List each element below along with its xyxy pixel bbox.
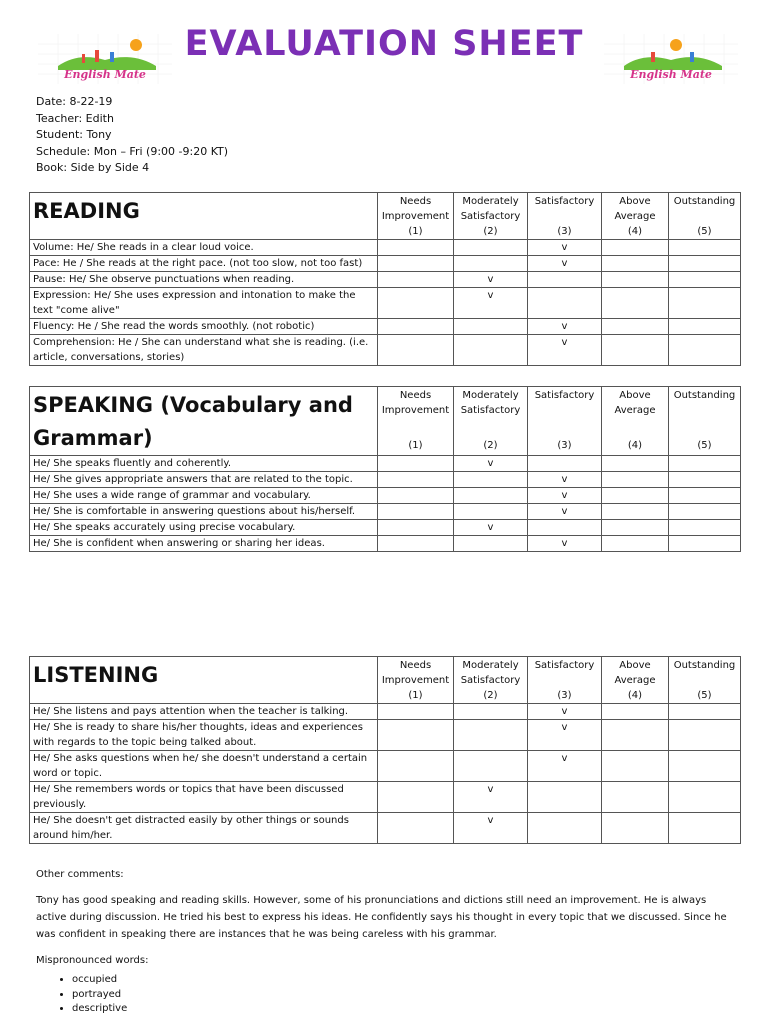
rating-cell — [669, 256, 741, 272]
table-row — [30, 288, 741, 319]
rating-cell — [454, 504, 528, 520]
table-row — [30, 240, 741, 256]
mispronounced-list — [36, 973, 736, 1017]
listening-section-title — [30, 657, 378, 704]
section-title-text: LISTENING — [33, 663, 159, 687]
criterion-text: He/ She remembers words or topics that have been discussed previously. — [30, 782, 378, 813]
column-label: Satisfactory — [534, 390, 595, 401]
rating-column-header — [528, 657, 602, 704]
column-label: Above — [619, 196, 651, 207]
criterion-text: Expression: He/ She uses expression and intonation to make the text "come alive" — [30, 288, 378, 319]
column-label: Needs — [399, 660, 432, 671]
info-student: Student: Tony — [36, 128, 112, 141]
table-row — [30, 272, 741, 288]
comments-body: Tony has good speaking and reading skills. However, some of his pronunciations and dictions still need an improvement. He is always active during discussion. He tried his best to express his ideas. He confidently says his thought in every topic that we discussed. Since he was confident in speaking there are instances that he was being careless with his grammar. — [36, 895, 727, 940]
column-number: (5) — [697, 690, 712, 701]
table-row — [30, 782, 741, 813]
rating-cell — [602, 472, 669, 488]
rating-cell — [602, 520, 669, 536]
table-row — [30, 520, 741, 536]
page-title: EVALUATION SHEET — [184, 24, 584, 64]
rating-column-header — [528, 387, 602, 456]
rating-cell — [378, 704, 454, 720]
rating-cell: v — [528, 319, 602, 335]
rating-cell — [378, 813, 454, 844]
table-row — [30, 488, 741, 504]
rating-column-header — [378, 387, 454, 456]
table-row — [30, 751, 741, 782]
column-label — [528, 403, 601, 418]
mispronounced-label: Mispronounced words: — [36, 955, 149, 966]
rating-cell: v — [528, 504, 602, 520]
rating-cell — [602, 335, 669, 366]
rating-cell — [454, 335, 528, 366]
rating-cell — [378, 488, 454, 504]
rating-cell — [378, 240, 454, 256]
column-number: (4) — [627, 440, 643, 451]
column-label: Moderately — [462, 660, 519, 671]
table-row — [30, 720, 741, 751]
comments-label: Other comments: — [36, 869, 124, 880]
rating-cell: v — [528, 751, 602, 782]
rating-cell — [602, 319, 669, 335]
rating-cell — [669, 240, 741, 256]
column-number: (3) — [557, 440, 572, 451]
column-label: Average — [614, 675, 656, 686]
column-label: Satisfactory — [460, 211, 521, 222]
rating-cell: v — [528, 720, 602, 751]
table-header-row — [30, 193, 741, 240]
column-number: (1) — [408, 226, 423, 237]
criterion-text: He/ She is confident when answering or sharing her ideas. — [30, 536, 378, 552]
list-item: • occupied — [72, 973, 736, 988]
rating-cell — [454, 536, 528, 552]
rating-cell — [378, 504, 454, 520]
rating-cell — [669, 782, 741, 813]
table-row — [30, 813, 741, 844]
rating-cell — [669, 704, 741, 720]
criterion-text: He/ She speaks accurately using precise vocabulary. — [30, 520, 378, 536]
list-item: • descriptive — [72, 1002, 736, 1017]
english-mate-logo-right — [604, 34, 738, 84]
logo-text: English Mate — [630, 68, 712, 81]
column-number: (1) — [408, 690, 423, 701]
rating-column-header — [454, 657, 528, 704]
info-book: Book: Side by Side 4 — [36, 161, 150, 174]
rating-cell — [454, 704, 528, 720]
logo-text: English Mate — [64, 68, 146, 81]
column-number: (4) — [627, 690, 643, 701]
rating-cell — [669, 472, 741, 488]
rating-cell — [669, 504, 741, 520]
rating-cell — [669, 319, 741, 335]
section-title-text: READING — [33, 199, 140, 223]
rating-cell — [378, 751, 454, 782]
rating-cell — [454, 720, 528, 751]
column-number: (5) — [697, 226, 712, 237]
rating-cell — [602, 288, 669, 319]
rating-cell — [669, 720, 741, 751]
criterion-text: He/ She gives appropriate answers that are related to the topic. — [30, 472, 378, 488]
rating-cell — [378, 335, 454, 366]
rating-cell — [602, 782, 669, 813]
rating-cell — [528, 272, 602, 288]
column-number: (4) — [627, 226, 643, 237]
rating-cell — [378, 319, 454, 335]
list-item: • portrayed — [72, 988, 736, 1003]
rating-cell — [602, 813, 669, 844]
column-label: Satisfactory — [460, 675, 521, 686]
rating-cell — [602, 536, 669, 552]
table-header-row — [30, 657, 741, 704]
rating-cell — [454, 240, 528, 256]
column-number: (3) — [557, 690, 572, 701]
criterion-text: He/ She is ready to share his/her thoughts, ideas and experiences with regards to the topic being talked about. — [30, 720, 378, 751]
column-label: Moderately — [462, 196, 519, 207]
rating-cell — [669, 751, 741, 782]
rating-cell — [528, 520, 602, 536]
rating-cell: v — [454, 813, 528, 844]
rating-cell: v — [528, 256, 602, 272]
rating-cell: v — [528, 472, 602, 488]
column-number: (5) — [697, 440, 712, 451]
rating-cell — [378, 782, 454, 813]
criterion-text: He/ She doesn't get distracted easily by other things or sounds around him/her. — [30, 813, 378, 844]
column-label: Needs — [399, 390, 432, 401]
rating-cell — [378, 520, 454, 536]
rating-cell — [602, 751, 669, 782]
rating-cell: v — [454, 456, 528, 472]
rating-cell: v — [454, 520, 528, 536]
rating-cell — [602, 456, 669, 472]
rating-cell — [669, 272, 741, 288]
column-label — [528, 209, 601, 224]
rating-column-header — [378, 657, 454, 704]
column-number: (2) — [483, 226, 498, 237]
table-row — [30, 472, 741, 488]
rating-cell — [454, 751, 528, 782]
table-row — [30, 456, 741, 472]
criterion-text: Pause: He/ She observe punctuations when reading. — [30, 272, 378, 288]
rating-cell — [669, 288, 741, 319]
table-row — [30, 256, 741, 272]
rating-cell — [602, 488, 669, 504]
column-label: Needs — [399, 196, 432, 207]
rating-column-header — [602, 387, 669, 456]
rating-cell — [602, 720, 669, 751]
column-label — [669, 209, 740, 224]
rating-column-header — [528, 193, 602, 240]
comments-section — [36, 866, 736, 1017]
rating-cell — [669, 335, 741, 366]
rating-cell: v — [528, 704, 602, 720]
rating-cell — [378, 536, 454, 552]
column-label: Above — [619, 390, 651, 401]
column-number: (3) — [557, 226, 572, 237]
rating-cell: v — [454, 272, 528, 288]
reading-table — [29, 192, 741, 366]
rating-cell — [669, 536, 741, 552]
rating-cell: v — [528, 488, 602, 504]
rating-cell — [669, 456, 741, 472]
criterion-text: Pace: He / She reads at the right pace. (not too slow, not too fast) — [30, 256, 378, 272]
column-label: Moderately — [462, 390, 519, 401]
column-label — [669, 403, 740, 418]
column-label: Outstanding — [673, 390, 736, 401]
column-label: Outstanding — [673, 660, 736, 671]
rating-column-header — [602, 657, 669, 704]
rating-cell — [378, 272, 454, 288]
table-row — [30, 536, 741, 552]
rating-cell — [378, 456, 454, 472]
criterion-text: Fluency: He / She read the words smoothly. (not robotic) — [30, 319, 378, 335]
info-teacher: Teacher: Edith — [36, 111, 114, 125]
column-label: Satisfactory — [534, 660, 595, 671]
rating-cell: v — [528, 335, 602, 366]
speaking-table — [29, 386, 741, 552]
column-number: (2) — [483, 690, 498, 701]
rating-cell — [528, 813, 602, 844]
rating-column-header — [454, 387, 528, 456]
column-label: Average — [614, 405, 656, 416]
criterion-text: He/ She uses a wide range of grammar and vocabulary. — [30, 488, 378, 504]
criterion-text: He/ She speaks fluently and coherently. — [30, 456, 378, 472]
column-label — [669, 673, 740, 688]
info-schedule: Schedule: Mon – Fri (9:00 -9:20 KT) — [36, 144, 229, 158]
reading-section-title — [30, 193, 378, 240]
criterion-text: He/ She is comfortable in answering questions about his/herself. — [30, 504, 378, 520]
column-label: Improvement — [381, 675, 450, 686]
rating-column-header — [602, 193, 669, 240]
column-label: Satisfactory — [460, 405, 521, 416]
criterion-text: Volume: He/ She reads in a clear loud voice. — [30, 240, 378, 256]
rating-cell — [528, 782, 602, 813]
student-info — [36, 94, 228, 177]
rating-cell: v — [528, 536, 602, 552]
rating-cell — [669, 813, 741, 844]
column-label: Average — [614, 211, 656, 222]
rating-cell — [669, 488, 741, 504]
rating-cell — [454, 256, 528, 272]
table-header-row — [30, 387, 741, 456]
rating-cell: v — [454, 782, 528, 813]
column-label: Improvement — [381, 405, 450, 416]
table-row — [30, 335, 741, 366]
rating-cell — [454, 319, 528, 335]
rating-cell — [528, 288, 602, 319]
rating-cell — [454, 472, 528, 488]
rating-cell: v — [528, 240, 602, 256]
speaking-section-title — [30, 387, 378, 456]
table-row — [30, 504, 741, 520]
criterion-text: He/ She asks questions when he/ she doesn't understand a certain word or topic. — [30, 751, 378, 782]
listening-table — [29, 656, 741, 844]
rating-cell — [602, 504, 669, 520]
column-label: Above — [619, 660, 651, 671]
rating-cell — [602, 256, 669, 272]
table-row — [30, 319, 741, 335]
column-label: Satisfactory — [534, 196, 595, 207]
rating-cell — [378, 720, 454, 751]
column-label: Improvement — [381, 211, 450, 222]
rating-cell: v — [454, 288, 528, 319]
rating-column-header — [454, 193, 528, 240]
criterion-text: Comprehension: He / She can understand what she is reading. (i.e. article, conversations, stories) — [30, 335, 378, 366]
rating-column-header — [669, 387, 741, 456]
column-label — [528, 673, 601, 688]
column-label: Outstanding — [673, 196, 736, 207]
rating-cell — [378, 472, 454, 488]
rating-cell — [602, 272, 669, 288]
info-date: Date: 8-22-19 — [36, 95, 113, 108]
rating-column-header — [378, 193, 454, 240]
column-number: (1) — [408, 440, 423, 451]
criterion-text: He/ She listens and pays attention when the teacher is talking. — [30, 704, 378, 720]
table-row — [30, 704, 741, 720]
rating-cell — [602, 704, 669, 720]
rating-column-header — [669, 657, 741, 704]
rating-cell — [602, 240, 669, 256]
rating-cell — [378, 256, 454, 272]
rating-column-header — [669, 193, 741, 240]
rating-cell — [454, 488, 528, 504]
rating-cell — [378, 288, 454, 319]
rating-cell — [528, 456, 602, 472]
rating-cell — [669, 520, 741, 536]
section-title-text: SPEAKING (Vocabulary and Grammar) — [33, 393, 353, 450]
column-number: (2) — [483, 440, 498, 451]
